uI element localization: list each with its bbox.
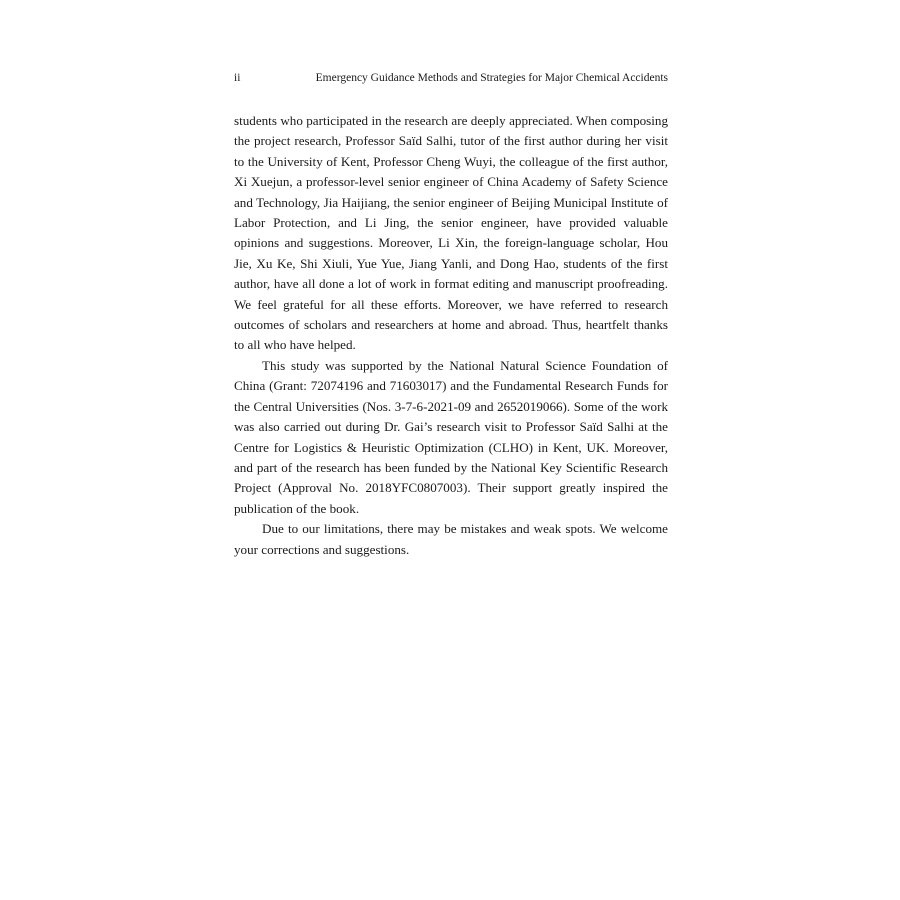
paragraph-limitations: Due to our limitations, there may be mistakes and weak spots. We welcome your corrections and suggestions. bbox=[234, 521, 668, 557]
paragraph-continued: students who participated in the research are deeply appreciated. When composing the project research, Professor Saïd Salhi, tutor of the first author during her visit to the University of Kent, Professor Cheng Wuyi, the colleague of the first author, Xi Xuejun, a professor-level senior engineer of China Academy of Safety Science and Technology, Jia Haijiang, the senior engineer of Beijing Municipal Institute of Labor Protection, and Li Jing, the senior engineer, have provided valuable opinions and suggestions. Moreover, Li Xin, the foreign-language scholar, Hou Jie, Xu Ke, Shi Xiuli, Yue Yue, Jiang Yanli, and Dong Hao, students of the first author, have all done a lot of work in format editing and manuscript proofreading. We feel grateful for all these efforts. Moreover, we have referred to research outcomes of scholars and researchers at home and abroad. Thus, heartfelt thanks to all who have helped. bbox=[234, 113, 668, 353]
running-title: Emergency Guidance Methods and Strategies for Major Chemical Accidents bbox=[315, 72, 668, 84]
page-header bbox=[234, 70, 668, 86]
page-number: ii bbox=[234, 72, 241, 84]
body-text bbox=[234, 111, 668, 560]
paragraph-funding: This study was supported by the National Natural Science Foundation of China (Grant: 72074196 and 71603017) and the Fundamental Research Funds for the Central Universities (Nos. 3-7-6-2021-09 and 2652019066). Some of the work was also carried out during Dr. Gai’s research visit to Professor Saïd Salhi at the Centre for Logistics & Heuristic Optimization (CLHO) in Kent, UK. Moreover, and part of the research has been funded by the National Key Scientific Research Project (Approval No. 2018YFC0807003). Their support greatly inspired the publication of the book. bbox=[234, 357, 668, 516]
